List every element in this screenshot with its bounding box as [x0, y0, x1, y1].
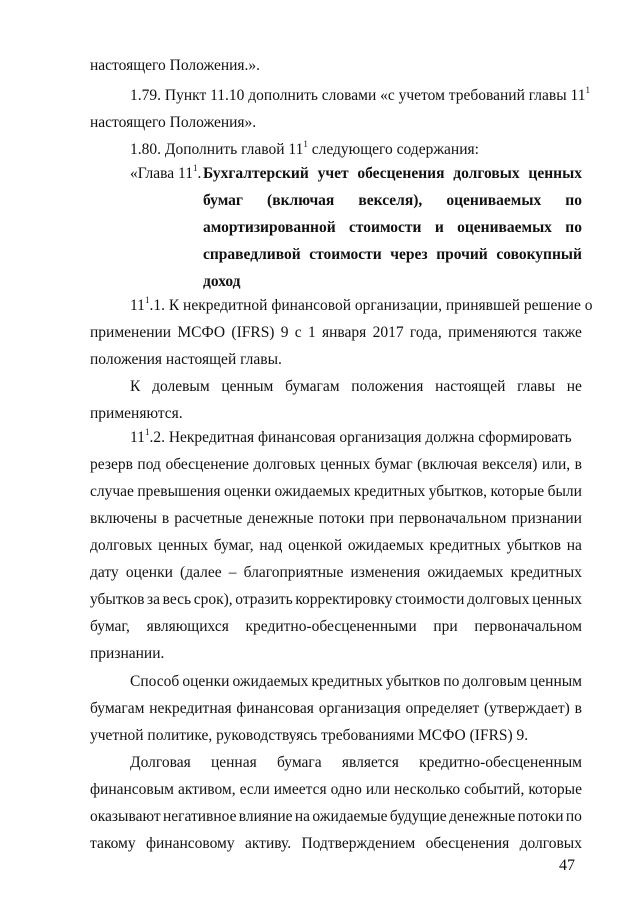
word: учет: [317, 165, 349, 182]
word: долговых: [467, 591, 530, 608]
word: которые: [528, 781, 582, 798]
text-span: положения настоящей главы.: [90, 351, 282, 368]
word: убытков,: [428, 483, 488, 500]
word: признании: [511, 510, 582, 527]
word: отразить: [235, 591, 293, 608]
chapter-title-line-1: [203, 164, 582, 184]
word: превышения: [137, 483, 221, 500]
word: Способ: [130, 673, 180, 690]
word: ожидаемых: [427, 564, 504, 581]
word: негативное: [162, 808, 237, 825]
word: кредитно-обесцененным: [419, 754, 582, 771]
word: (утверждает): [484, 700, 570, 717]
word: К: [130, 378, 141, 395]
paragraph-impaired-line-3: [90, 807, 582, 827]
word: срок),: [193, 591, 233, 608]
paragraph-11-1-2-line-4: [90, 509, 582, 529]
paragraph-11-1-2-line-1: [130, 428, 572, 449]
text-span: настоящего Положения».: [90, 114, 257, 131]
word: оценки: [125, 564, 173, 581]
paragraph-impaired-line-1: [130, 753, 582, 773]
word: оценки: [182, 673, 230, 690]
word: (далее: [180, 564, 222, 581]
paragraph-method-line-2: [90, 699, 582, 719]
word: кредитно-обесцененными: [245, 618, 417, 635]
word: оценки: [224, 483, 272, 500]
text-span: .2. Некредитная финансовая организация должна сформировать: [149, 429, 572, 446]
word: на: [294, 808, 311, 825]
word: являющихся: [146, 618, 229, 635]
word: кредитных: [510, 564, 582, 581]
word: имеется: [273, 781, 327, 798]
word: года,: [409, 324, 442, 341]
word: будущие: [389, 808, 447, 825]
word: включены: [90, 510, 157, 527]
word: весь: [162, 591, 192, 608]
word: стоимости: [309, 246, 382, 263]
word: долговым: [462, 673, 527, 690]
superscript: 1: [192, 163, 198, 173]
word: несколько: [394, 781, 461, 798]
word: убытков: [90, 591, 145, 608]
chapter-title-line-4: [203, 245, 582, 265]
word: применяются: [448, 324, 537, 341]
text-span: .1. К некредитной финансовой организации, принявшей решение о: [149, 297, 593, 314]
paragraph-11-1-2-line-2: [90, 455, 582, 475]
word: оказывают: [90, 808, 161, 825]
word: –: [228, 564, 237, 581]
paragraph-method-line-3: [90, 726, 528, 746]
text-span: применяются.: [90, 405, 183, 422]
paragraph-11-1-1-line-3: [90, 350, 282, 370]
word: благоприятные: [243, 564, 344, 581]
word: потоки: [318, 510, 365, 527]
word: бумаг: [203, 192, 243, 209]
word: оцениваемых: [457, 219, 552, 236]
word: ценных: [532, 591, 582, 608]
word: настоящей: [435, 378, 506, 395]
word: обесценения: [425, 835, 510, 852]
paragraph-11-1-2-line-7: [90, 590, 582, 610]
superscript: 1: [303, 139, 308, 149]
word: финансовому: [145, 835, 235, 852]
paragraph-11-1-1-line-1: [130, 295, 593, 317]
word: в: [574, 700, 582, 717]
word: активу.: [244, 835, 292, 852]
word: долговых: [519, 835, 582, 852]
word: положения: [351, 378, 424, 395]
paragraph-11-1-1-line-2: [90, 323, 582, 343]
chapter-title-line-5: [203, 272, 241, 292]
word: по: [565, 808, 582, 825]
word: с: [294, 324, 302, 341]
word: за: [147, 591, 161, 608]
word: ценная: [210, 754, 257, 771]
word: 9: [280, 324, 289, 341]
text-span: 1.80. Дополнить главой 11: [130, 141, 304, 158]
word: ценным: [529, 673, 582, 690]
word: событий,: [464, 781, 525, 798]
word: справедливой: [203, 246, 301, 263]
word: главы: [517, 378, 556, 395]
paragraph-1-79-line-2: [90, 113, 256, 133]
word: МСФО: [177, 324, 226, 341]
paragraph-equity-line-1: [130, 377, 582, 397]
word: бумаг,: [213, 537, 254, 554]
paragraph-impaired-line-4: [90, 834, 582, 854]
word: Подтверждением: [301, 835, 416, 852]
word: доход: [203, 273, 241, 290]
word: совокупный: [496, 246, 582, 263]
text-span: «Глава 11: [130, 165, 193, 182]
word: бумага: [276, 754, 322, 771]
word: 2017: [372, 324, 404, 341]
word: ценным: [221, 378, 274, 395]
word: векселя): [482, 456, 538, 473]
word: (включая: [267, 192, 335, 209]
word: обесценения: [357, 165, 445, 182]
word: ожидаемые: [312, 808, 388, 825]
word: ценных: [158, 537, 209, 554]
superscript: 1: [144, 295, 150, 305]
word: ценных: [528, 165, 582, 182]
paragraph-equity-line-2: [90, 404, 183, 424]
word: активом,: [177, 781, 236, 798]
word: ожидаемых: [347, 537, 424, 554]
text-span: учетной политике, руководствуясь требованиями МСФО (IFRS) 9.: [90, 727, 529, 744]
superscript: 1: [144, 427, 150, 437]
word: января: [322, 324, 367, 341]
word: при: [369, 510, 394, 527]
word: первоначальном: [474, 618, 582, 635]
text-span: 1.79. Пункт 11.10 дополнить словами «с учетом требований главы 11: [130, 87, 586, 104]
word: и: [434, 219, 444, 236]
paragraph-11-1-2-line-6: [90, 563, 582, 583]
word: дату: [90, 564, 119, 581]
word: амортизированной: [203, 219, 336, 236]
text-span: .: [197, 165, 202, 182]
word: кредитных: [429, 537, 501, 554]
word: одно: [330, 781, 362, 798]
word: убытков: [385, 673, 441, 690]
word: в: [161, 510, 170, 527]
chapter-label: [130, 164, 201, 185]
word: является: [341, 754, 399, 771]
word: оцениваемых: [446, 192, 542, 209]
paragraph-11-1-2-line-3: [90, 482, 582, 502]
word: векселя),: [358, 192, 423, 209]
text-span: 11: [130, 429, 145, 446]
word: обесценение: [165, 456, 249, 473]
word: в: [574, 456, 582, 473]
word: применении: [90, 324, 172, 341]
word: ожидаемых: [232, 673, 309, 690]
word: не: [566, 378, 582, 395]
word: через: [390, 246, 428, 263]
word: денежные: [247, 510, 314, 527]
word: некредитная: [149, 700, 232, 717]
word: если: [239, 781, 270, 798]
superscript: 1: [585, 85, 590, 95]
word: долговых: [453, 165, 520, 182]
word: финансовая: [236, 700, 314, 717]
text-span: настоящего Положения.».: [90, 57, 261, 74]
paragraph-impaired-line-2: [90, 780, 582, 800]
word: стоимости: [395, 591, 465, 608]
word: бумаг,: [90, 618, 130, 635]
word: резерв: [90, 456, 133, 473]
text-span: признании.: [90, 645, 165, 662]
word: определяет: [405, 700, 480, 717]
text-span: 11: [130, 297, 145, 314]
word: над: [259, 537, 283, 554]
word: также: [543, 324, 582, 341]
paragraph-method-line-1: [130, 672, 582, 692]
word: финансовым: [90, 781, 174, 798]
word: корректировку: [295, 591, 393, 608]
word: случае: [90, 483, 134, 500]
word: или,: [541, 456, 571, 473]
word: Бухгалтерский: [203, 165, 309, 182]
word: Долговая: [130, 754, 191, 771]
chapter-title-line-3: [203, 218, 582, 238]
word: расчетные: [174, 510, 243, 527]
text-span: следующего содержания:: [307, 141, 479, 158]
word: бумагам: [90, 700, 145, 717]
word: (IFRS): [231, 324, 275, 341]
word: (включая: [417, 456, 478, 473]
word: были: [547, 483, 582, 500]
word: бумагам: [285, 378, 340, 395]
paragraph-11-1-2-line-8: [90, 617, 582, 637]
word: под: [137, 456, 161, 473]
word: организация: [318, 700, 401, 717]
word: денежные: [448, 808, 516, 825]
word: долговых: [253, 456, 316, 473]
paragraph-11-1-2-line-5: [90, 536, 582, 556]
word: влияние: [238, 808, 293, 825]
word: 1: [307, 324, 316, 341]
word: прочий: [436, 246, 488, 263]
paragraph-1-79-line-1: [130, 86, 590, 107]
word: ожидаемых: [274, 483, 351, 500]
word: такому: [90, 835, 136, 852]
word: или: [365, 781, 391, 798]
chapter-title-line-2: [203, 191, 582, 211]
word: первоначальном: [398, 510, 507, 527]
page-number: 47: [559, 857, 575, 874]
word: на: [566, 537, 582, 554]
word: стоимости: [348, 219, 422, 236]
word: потоки: [517, 808, 564, 825]
word: по: [565, 192, 582, 209]
paragraph-11-1-2-line-9: [90, 644, 164, 664]
word: бумаг: [374, 456, 413, 473]
word: убытков: [506, 537, 562, 554]
word: оценкой: [288, 537, 343, 554]
word: кредитных: [311, 673, 383, 690]
word: по: [565, 219, 582, 236]
word: изменения: [350, 564, 421, 581]
word: по: [443, 673, 460, 690]
word: долговых: [90, 537, 153, 554]
word: ценных: [320, 456, 371, 473]
paragraph-1-80: [130, 140, 479, 161]
text-line: [90, 56, 260, 76]
word: долевым: [152, 378, 210, 395]
word: которые: [490, 483, 545, 500]
word: при: [433, 618, 458, 635]
word: кредитных: [353, 483, 426, 500]
